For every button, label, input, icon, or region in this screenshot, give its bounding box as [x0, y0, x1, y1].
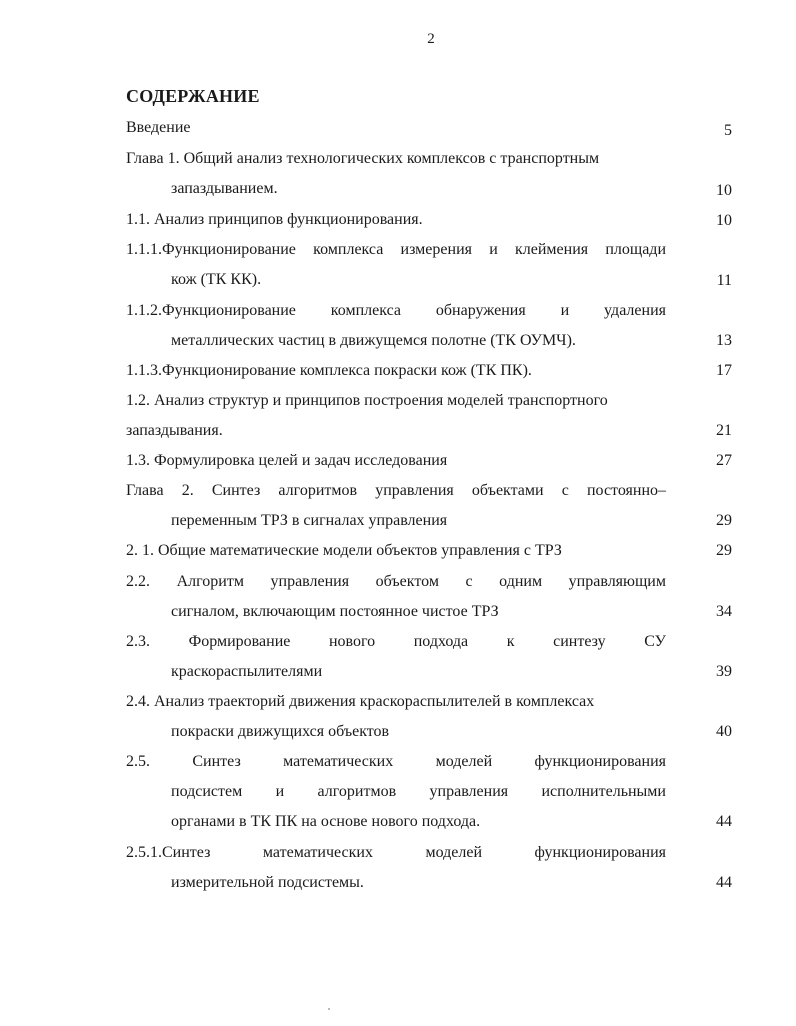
- toc-entry-text: 2. 1. Общие математические модели объектов управления с ТРЗ: [126, 542, 562, 559]
- toc-entry-page: 44: [716, 813, 732, 830]
- toc-entry-text: 1.1.1.Функционирование комплекса измерения и клеймения площади: [126, 241, 666, 258]
- toc-entry-text: Введение: [126, 119, 191, 136]
- toc-entry-page: 10: [716, 212, 732, 229]
- toc-entry-text: 2.2. Алгоритм управления объектом с одним управляющим: [126, 573, 666, 590]
- toc-entry-text: 1.3. Формулировка целей и задач исследования: [126, 452, 448, 469]
- toc-entry-page: 5: [724, 122, 732, 139]
- toc-entry-text: краскораспылителями: [171, 663, 323, 680]
- toc-entry-page: 21: [716, 422, 732, 439]
- toc-entry-text: 1.2. Анализ структур и принципов построения моделей транспортного: [126, 392, 608, 409]
- toc-entry-page: 11: [716, 272, 732, 289]
- toc-entry-page: 27: [716, 452, 732, 469]
- toc-entry-text: кож (ТК КК).: [171, 271, 262, 288]
- toc-entry-page: 39: [716, 663, 732, 680]
- toc-entry-text: 2.5.1.Синтез математических моделей функционирования: [126, 844, 666, 861]
- toc-entry-text: переменным ТРЗ в сигналах управления: [171, 512, 448, 529]
- toc-title: СОДЕРЖАНИЕ: [126, 86, 260, 106]
- toc-entry-text: запаздывания.: [126, 422, 223, 439]
- toc-entry-text: металлических частиц в движущемся полотне (ТК ОУМЧ).: [171, 332, 576, 349]
- toc-entry-page: 40: [716, 723, 732, 740]
- toc-entry-page: 29: [716, 542, 732, 559]
- scan-speck: [328, 1008, 330, 1010]
- toc-entry-page: 29: [716, 512, 732, 529]
- toc-entry-page: 44: [716, 874, 732, 891]
- toc-entry-page: 13: [716, 332, 732, 349]
- toc-entry-text: сигналом, включающим постоянное чистое ТРЗ: [171, 603, 499, 620]
- toc-entry-text: 1.1.3.Функционирование комплекса покраски кож (ТК ПК).: [126, 362, 532, 379]
- toc-entry-text: 1.1.2.Функционирование комплекса обнаружения и удаления: [126, 302, 666, 319]
- toc-entry-text: 1.1. Анализ принципов функционирования.: [126, 211, 423, 228]
- toc-entry-text: покраски движущихся объектов: [171, 723, 390, 740]
- toc-entry-page: 10: [716, 182, 732, 199]
- toc-entry-page: 17: [716, 362, 732, 379]
- toc-entry-text: 2.5. Синтез математических моделей функционирования: [126, 753, 666, 770]
- toc-entry-text: Глава 2. Синтез алгоритмов управления объектами с постоянно–: [126, 482, 666, 499]
- toc-entry-text: органами в ТК ПК на основе нового подхода.: [171, 813, 481, 830]
- toc-entry-text: Глава 1. Общий анализ технологических комплексов с транспортным: [126, 150, 600, 167]
- page-number: 2: [427, 31, 435, 47]
- toc-entry-text: подсистем и алгоритмов управления исполнительными: [171, 783, 666, 800]
- toc-entry-page: 34: [716, 603, 732, 620]
- toc-entry-text: измерительной подсистемы.: [171, 874, 364, 891]
- toc-entry-text: 2.3. Формирование нового подхода к синтезу СУ: [126, 633, 666, 650]
- toc-entry-text: запаздыванием.: [171, 180, 278, 197]
- toc-entry-text: 2.4. Анализ траекторий движения краскораспылителей в комплексах: [126, 693, 595, 710]
